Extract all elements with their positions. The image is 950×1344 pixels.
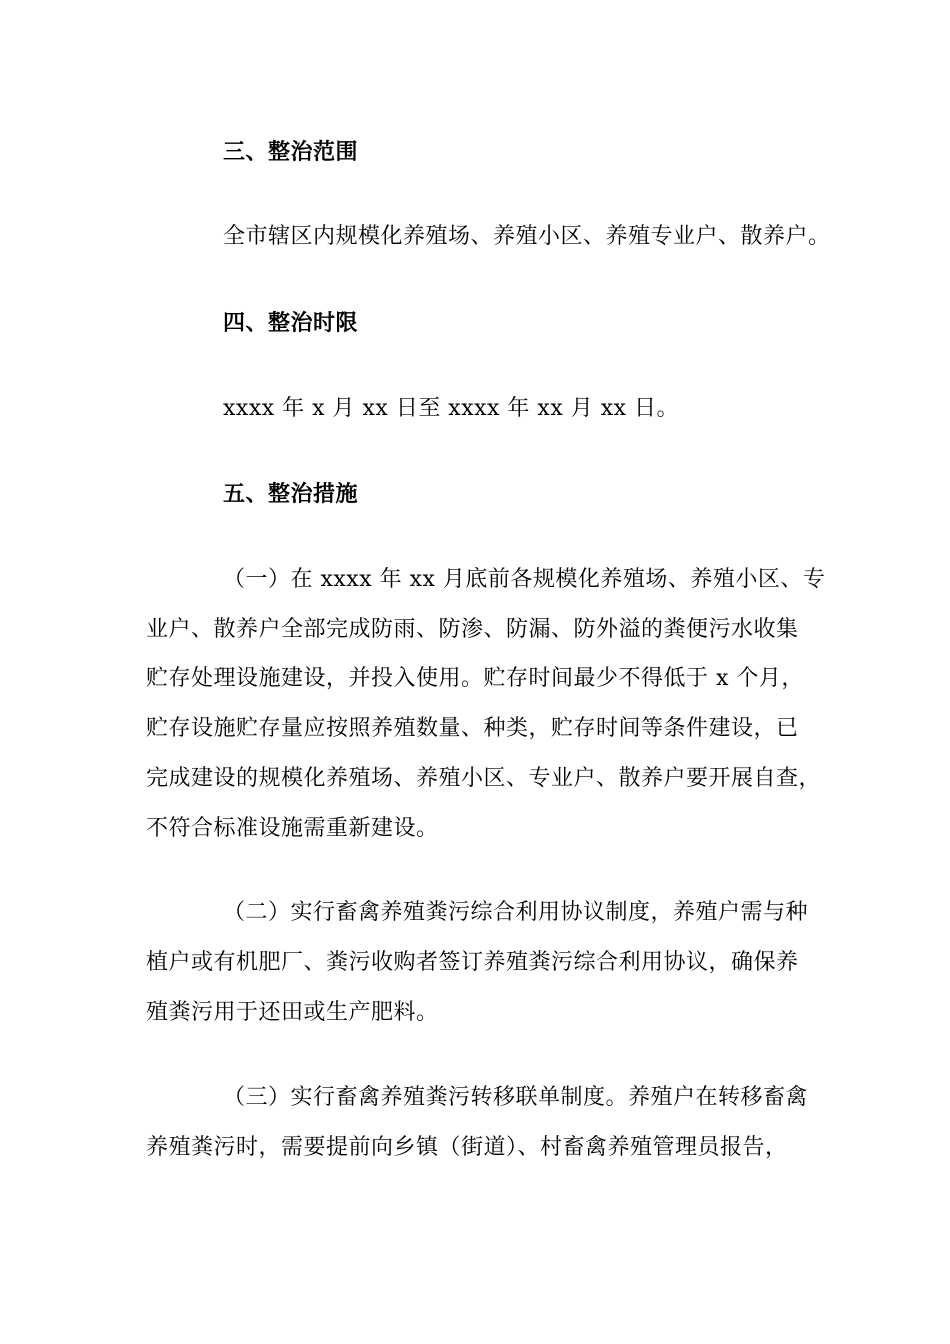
item-2-line: 植户或有机肥厂、粪污收购者签订养殖粪污综合利用协议，确保养 xyxy=(146,950,799,975)
section-5-heading: 五、整治措施 xyxy=(223,481,359,507)
item-1-line: 贮存设施贮存量应按照养殖数量、种类，贮存时间等条件建设，已 xyxy=(146,716,799,741)
item-1-line: （一）在 xxxx 年 xx 月底前各规模化养殖场、养殖小区、专 xyxy=(223,567,826,592)
item-1-line: 不符合标准设施需重新建设。 xyxy=(146,816,439,841)
section-3-body: 全市辖区内规模化养殖场、养殖小区、养殖专业户、散养户。 xyxy=(223,224,831,249)
item-3-line: 养殖粪污时，需要提前向乡镇（街道）、村畜禽养殖管理员报告， xyxy=(146,1135,788,1160)
section-4-body: xxxx 年 x 月 xx 日至 xxxx 年 xx 月 xx 日。 xyxy=(223,396,680,421)
section-4-heading: 四、整治时限 xyxy=(223,310,359,336)
item-2-line: （二）实行畜禽养殖粪污综合利用协议制度，养殖户需与种 xyxy=(223,900,809,925)
section-3-heading: 三、整治范围 xyxy=(223,139,359,165)
item-1-line: 业户、散养户全部完成防雨、防渗、防漏、防外溢的粪便污水收集 xyxy=(146,617,799,642)
item-1-line: 贮存处理设施建设，并投入使用。贮存时间最少不得低于 x 个月， xyxy=(146,666,804,691)
item-2-line: 殖粪污用于还田或生产肥料。 xyxy=(146,1000,439,1025)
item-3-line: （三）实行畜禽养殖粪污转移联单制度。养殖户在转移畜禽 xyxy=(223,1085,809,1110)
item-1-line: 完成建设的规模化养殖场、养殖小区、专业户、散养户要开展自查， xyxy=(146,766,822,791)
